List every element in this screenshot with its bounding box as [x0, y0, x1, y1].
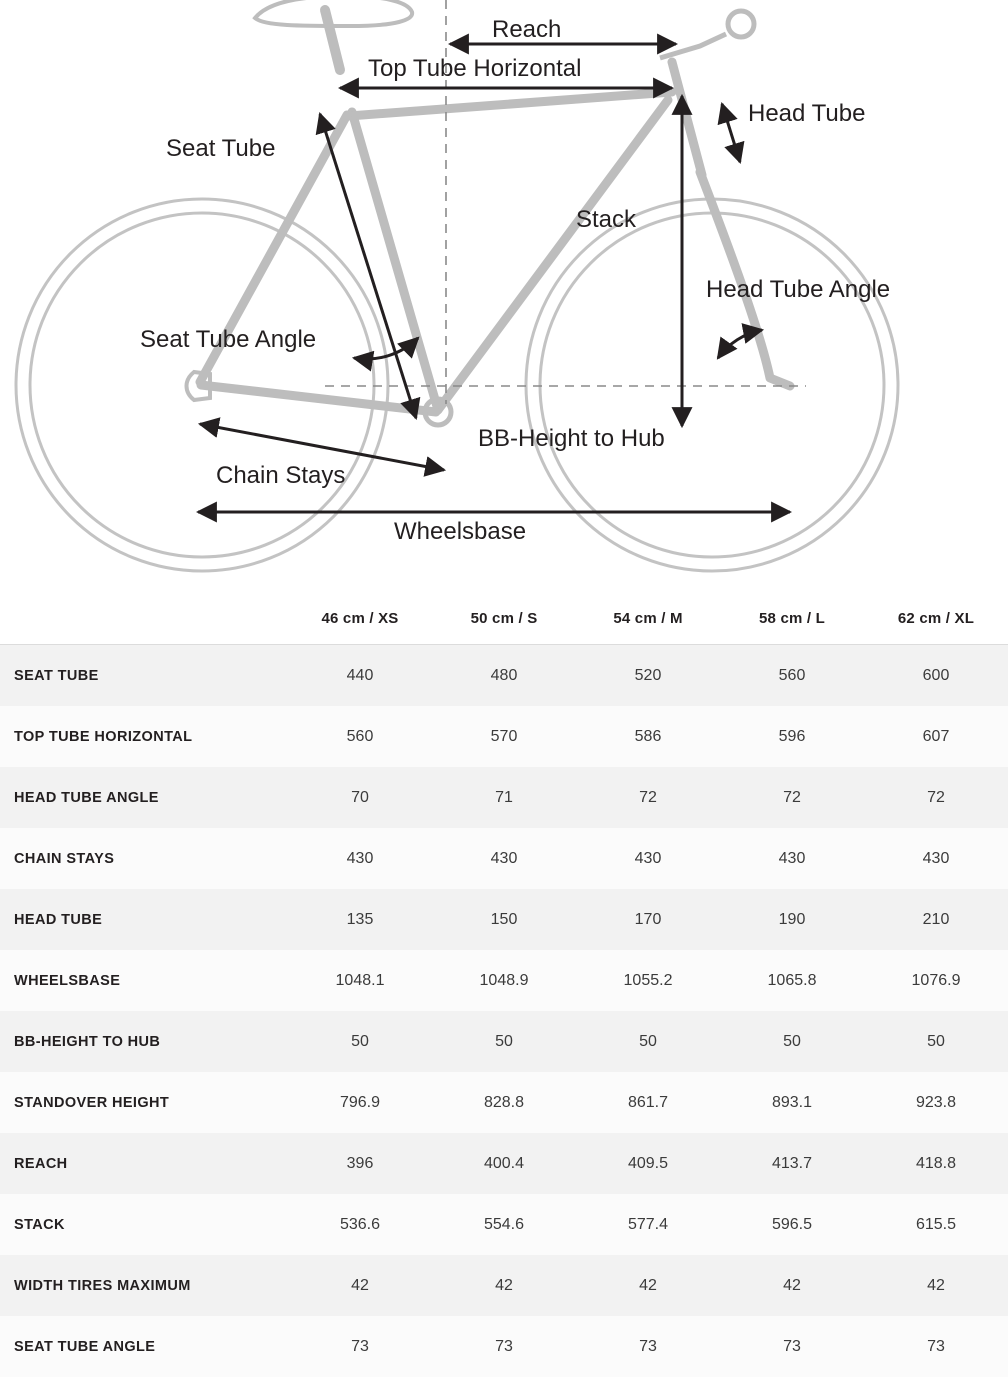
row-cell: 73 — [864, 1316, 1008, 1377]
row-cell: 42 — [720, 1255, 864, 1316]
table-row — [0, 1133, 1008, 1194]
row-cell: 170 — [576, 889, 720, 950]
row-label: SEAT TUBE ANGLE — [0, 1316, 288, 1377]
label-bb-height-to-hub: BB-Height to Hub — [478, 425, 665, 452]
row-cell: 861.7 — [576, 1072, 720, 1133]
row-label: HEAD TUBE — [0, 889, 288, 950]
row-cell: 577.4 — [576, 1194, 720, 1255]
row-cell: 480 — [432, 645, 576, 707]
label-top-tube-horizontal: Top Tube Horizontal — [368, 55, 582, 82]
label-seat-tube-angle: Seat Tube Angle — [140, 326, 317, 353]
row-cell: 50 — [576, 1011, 720, 1072]
row-cell: 72 — [720, 767, 864, 828]
row-cell: 396 — [288, 1133, 432, 1194]
row-cell: 796.9 — [288, 1072, 432, 1133]
handlebar — [660, 11, 754, 58]
row-cell: 413.7 — [720, 1133, 864, 1194]
row-cell: 536.6 — [288, 1194, 432, 1255]
row-label: SEAT TUBE — [0, 645, 288, 707]
column-header-l: 58 cm / L — [720, 592, 864, 645]
row-cell: 430 — [864, 828, 1008, 889]
table-row — [0, 645, 1008, 707]
row-cell: 923.8 — [864, 1072, 1008, 1133]
row-cell: 73 — [720, 1316, 864, 1377]
row-cell: 560 — [720, 645, 864, 707]
column-header-m: 54 cm / M — [576, 592, 720, 645]
geometry-table — [0, 592, 1008, 1377]
table-row — [0, 889, 1008, 950]
table-header-row — [0, 592, 1008, 645]
row-cell: 430 — [432, 828, 576, 889]
row-cell: 72 — [576, 767, 720, 828]
saddle — [255, 0, 412, 26]
row-cell: 596.5 — [720, 1194, 864, 1255]
row-label: HEAD TUBE ANGLE — [0, 767, 288, 828]
row-cell: 42 — [576, 1255, 720, 1316]
label-reach: Reach — [492, 16, 562, 43]
row-cell: 596 — [720, 706, 864, 767]
column-header-s: 50 cm / S — [432, 592, 576, 645]
row-label: REACH — [0, 1133, 288, 1194]
row-cell: 150 — [432, 889, 576, 950]
row-cell: 440 — [288, 645, 432, 707]
row-label: STANDOVER HEIGHT — [0, 1072, 288, 1133]
row-label: TOP TUBE HORIZONTAL — [0, 706, 288, 767]
row-label: STACK — [0, 1194, 288, 1255]
table-row — [0, 767, 1008, 828]
row-cell: 520 — [576, 645, 720, 707]
row-cell: 430 — [576, 828, 720, 889]
row-cell: 42 — [288, 1255, 432, 1316]
row-label: WHEELSBASE — [0, 950, 288, 1011]
label-chain-stays: Chain Stays — [216, 462, 346, 489]
table-row — [0, 950, 1008, 1011]
table-row — [0, 706, 1008, 767]
table-row — [0, 1072, 1008, 1133]
row-cell: 570 — [432, 706, 576, 767]
column-header-xs: 46 cm / XS — [288, 592, 432, 645]
row-cell: 210 — [864, 889, 1008, 950]
row-cell: 1055.2 — [576, 950, 720, 1011]
row-cell: 73 — [576, 1316, 720, 1377]
label-wheelsbase: Wheelsbase — [394, 518, 527, 545]
row-cell: 893.1 — [720, 1072, 864, 1133]
row-cell: 1048.1 — [288, 950, 432, 1011]
row-cell: 607 — [864, 706, 1008, 767]
table-row — [0, 1011, 1008, 1072]
row-cell: 400.4 — [432, 1133, 576, 1194]
label-head-tube: Head Tube — [748, 100, 866, 127]
table-row — [0, 828, 1008, 889]
row-cell: 586 — [576, 706, 720, 767]
frame-geometry-diagram — [0, 0, 1008, 592]
row-cell: 50 — [864, 1011, 1008, 1072]
row-cell: 72 — [864, 767, 1008, 828]
table-body — [0, 645, 1008, 1378]
row-cell: 554.6 — [432, 1194, 576, 1255]
row-cell: 430 — [288, 828, 432, 889]
row-cell: 430 — [720, 828, 864, 889]
row-label: CHAIN STAYS — [0, 828, 288, 889]
row-label: BB-HEIGHT TO HUB — [0, 1011, 288, 1072]
row-label: WIDTH TIRES MAXIMUM — [0, 1255, 288, 1316]
row-cell: 1076.9 — [864, 950, 1008, 1011]
row-cell: 73 — [432, 1316, 576, 1377]
label-seat-tube: Seat Tube — [166, 135, 276, 162]
row-cell: 615.5 — [864, 1194, 1008, 1255]
column-header-xl: 62 cm / XL — [864, 592, 1008, 645]
row-cell: 50 — [720, 1011, 864, 1072]
row-cell: 600 — [864, 645, 1008, 707]
row-cell: 42 — [864, 1255, 1008, 1316]
label-stack: Stack — [576, 206, 637, 233]
table-row — [0, 1194, 1008, 1255]
table-corner-cell — [0, 592, 288, 645]
row-cell: 71 — [432, 767, 576, 828]
table-row — [0, 1255, 1008, 1316]
row-cell: 73 — [288, 1316, 432, 1377]
label-head-tube-angle: Head Tube Angle — [706, 276, 891, 303]
row-cell: 135 — [288, 889, 432, 950]
row-cell: 42 — [432, 1255, 576, 1316]
row-cell: 1048.9 — [432, 950, 576, 1011]
row-cell: 50 — [288, 1011, 432, 1072]
row-cell: 409.5 — [576, 1133, 720, 1194]
row-cell: 1065.8 — [720, 950, 864, 1011]
row-cell: 560 — [288, 706, 432, 767]
table-row — [0, 1316, 1008, 1377]
row-cell: 70 — [288, 767, 432, 828]
row-cell: 418.8 — [864, 1133, 1008, 1194]
row-cell: 828.8 — [432, 1072, 576, 1133]
table-header — [0, 592, 1008, 645]
row-cell: 190 — [720, 889, 864, 950]
row-cell: 50 — [432, 1011, 576, 1072]
